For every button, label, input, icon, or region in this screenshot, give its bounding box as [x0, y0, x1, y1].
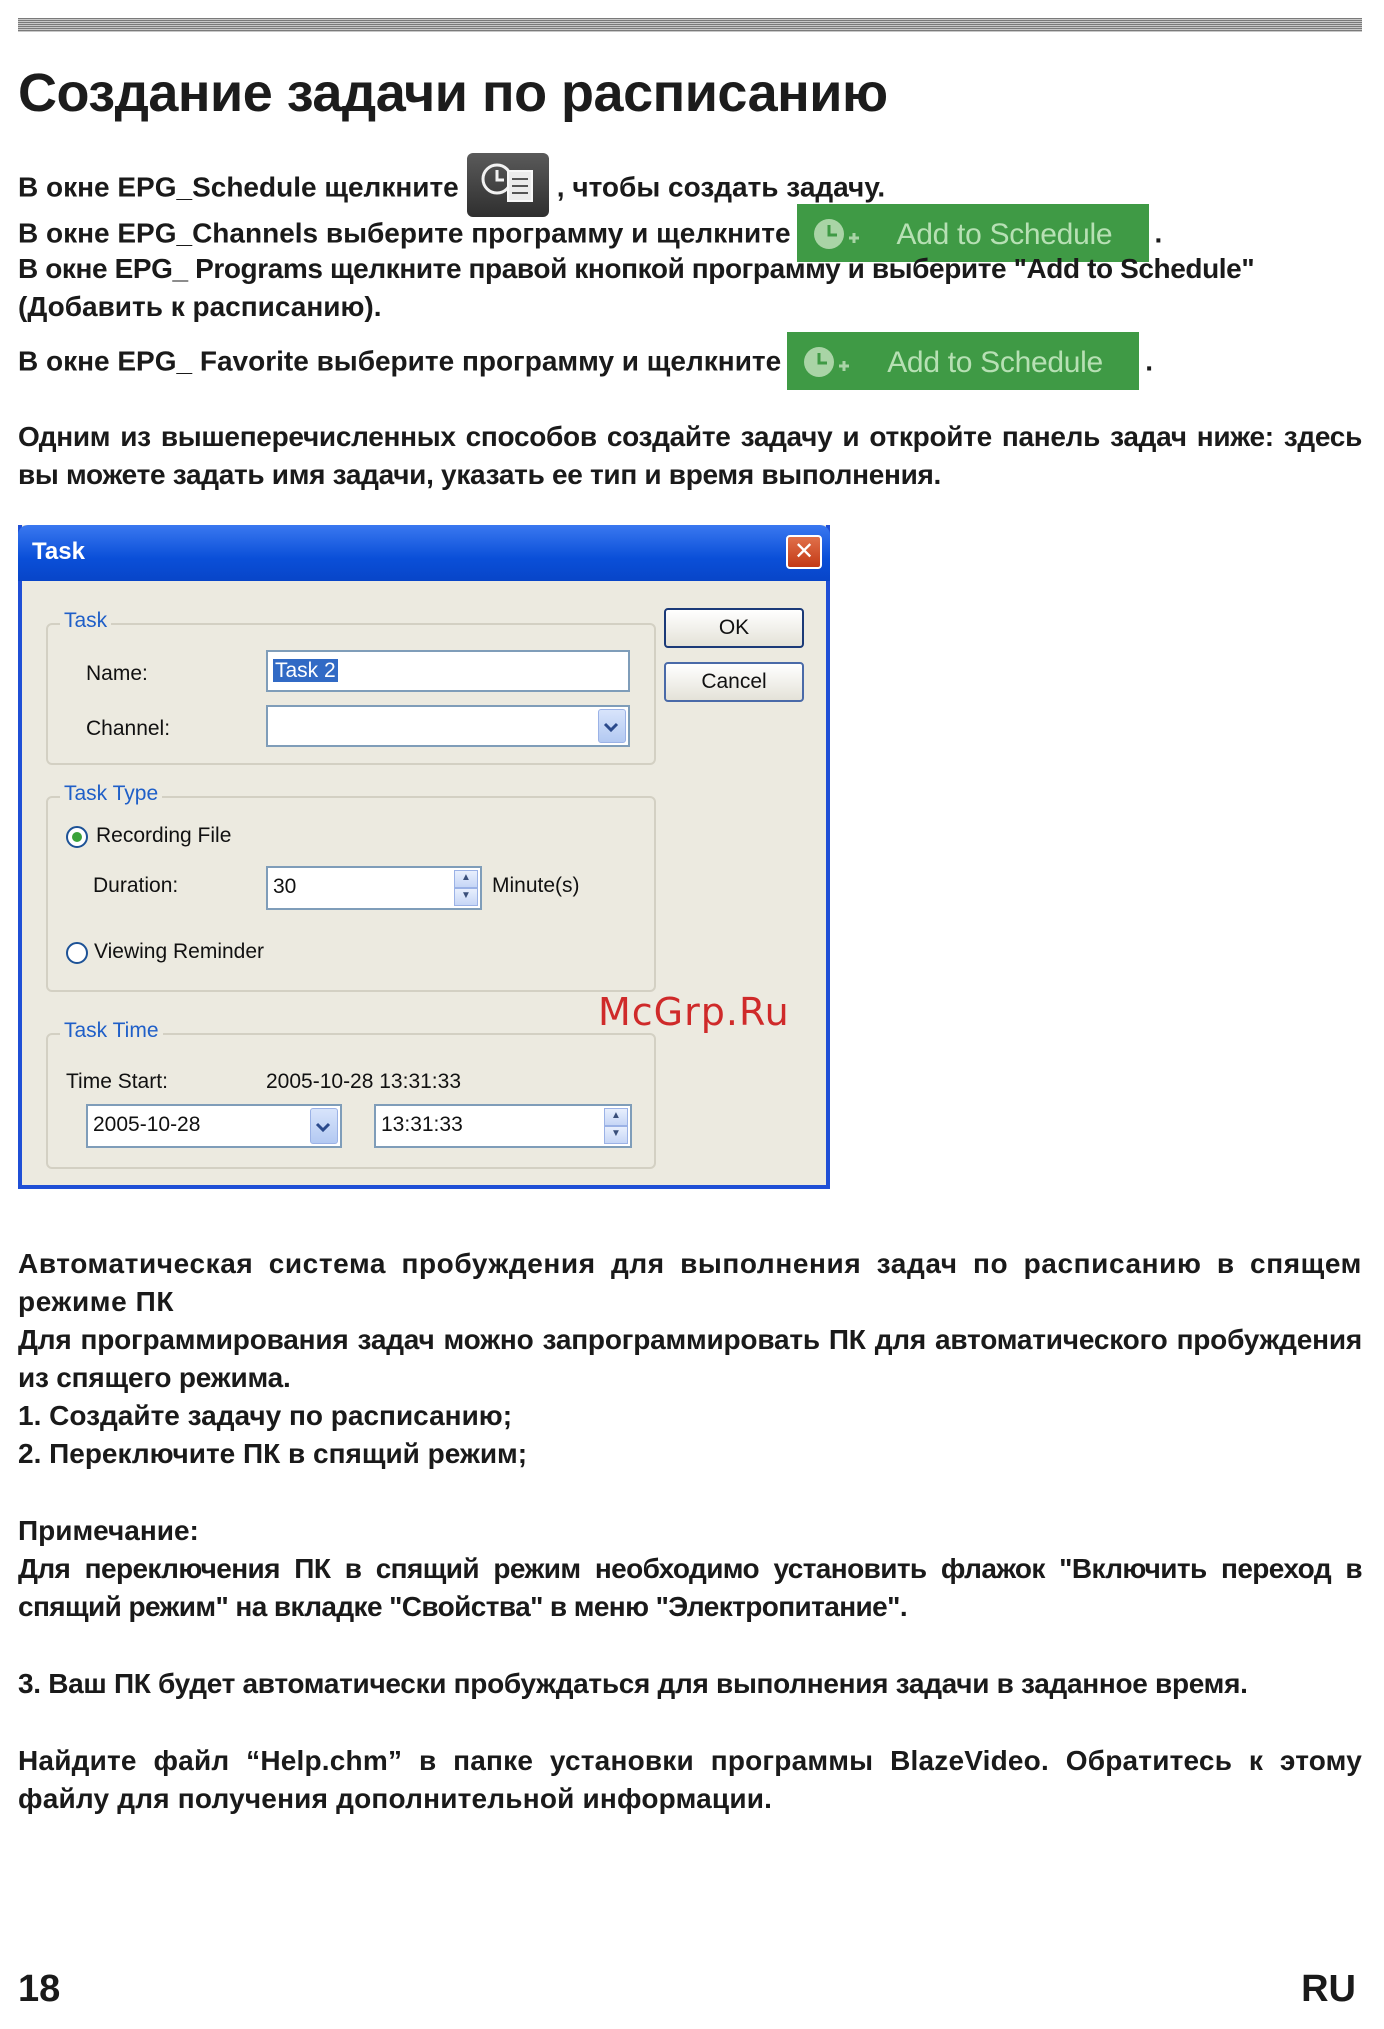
date-picker[interactable]: [86, 1104, 342, 1148]
time-start-value: 2005-10-28 13:31:33: [266, 1070, 461, 1093]
viewing-reminder-radio[interactable]: [66, 942, 88, 964]
section-heading: Автоматическая система пробуждения для выполнения задач по расписанию в спящем режиме ПК: [18, 1248, 1362, 1317]
step-1: 1. Создайте задачу по расписанию;: [18, 1400, 513, 1431]
final-paragraph: Найдите файл “Help.chm” в папке установки программы BlazeVideo. Обратитесь к этому файлу для получения дополнительной информации.: [18, 1745, 1362, 1814]
add-to-schedule-button-2[interactable]: [787, 332, 1139, 390]
close-button[interactable]: ✕: [786, 535, 822, 569]
group-task-time: [46, 1019, 656, 1169]
duration-spinner[interactable]: ▲ ▼: [454, 870, 478, 906]
note-heading: Примечание:: [18, 1515, 199, 1546]
recording-file-radio[interactable]: [66, 826, 88, 848]
time-value: 13:31:33: [381, 1113, 463, 1136]
note-text: Для переключения ПК в спящий режим необходимо установить флажок "Включить переход в спящий режим" на вкладке "Свойства" в меню "Электропитание".: [18, 1553, 1362, 1622]
page-number: 18: [18, 1968, 61, 2010]
minutes-label: Minute(s): [492, 874, 580, 897]
add-to-schedule-label-2: Add to Schedule: [887, 346, 1103, 379]
chevron-down-icon[interactable]: [310, 1108, 338, 1144]
task-dialog-titlebar: [18, 525, 830, 581]
intro-line-1-tail: , чтобы создать задачу.: [556, 171, 886, 203]
add-to-schedule-label: Add to Schedule: [896, 218, 1113, 251]
time-input[interactable]: [374, 1104, 632, 1148]
clock-plus-icon: [811, 216, 867, 252]
chevron-down-icon[interactable]: [598, 709, 626, 743]
time-start-label: Time Start:: [66, 1070, 168, 1093]
recording-file-label: Recording File: [96, 824, 232, 847]
intro-line-2-tail: .: [1154, 217, 1163, 249]
duration-input[interactable]: [266, 866, 482, 910]
intro-line-1-text: В окне EPG_Schedule щелкните: [18, 171, 459, 203]
dialog-title: Task: [32, 538, 85, 565]
channel-select[interactable]: [266, 705, 630, 747]
name-input[interactable]: [266, 650, 630, 692]
intro-line-5: [18, 334, 1362, 392]
page-title: Создание задачи по расписанию: [18, 63, 888, 123]
name-label: Name:: [86, 662, 148, 685]
clock-plus-icon: [801, 344, 857, 380]
name-input-value: Task 2: [275, 659, 336, 682]
intro-line-5-text: В окне EPG_ Favorite выберите программу и щелкните: [18, 345, 782, 377]
group-time-legend: Task Time: [60, 1019, 163, 1043]
step-2: 2. Переключите ПК в спящий режим;: [18, 1438, 528, 1469]
duration-value: 30: [273, 875, 297, 898]
viewing-reminder-label: Viewing Reminder: [94, 940, 265, 963]
intro-line-3: В окне EPG_ Programs щелкните правой кнопкой программу и выберите "Add to Schedule": [18, 253, 1255, 284]
date-value: 2005-10-28: [93, 1113, 201, 1136]
paragraph-intro: Одним из вышеперечисленных способов создайте задачу и откройте панель задач ниже: здесь вы можете задать имя задачи, указать ее тип и время выполнения.: [18, 421, 1362, 490]
group-task-legend: Task: [60, 609, 111, 633]
group-type-legend: Task Type: [60, 782, 162, 806]
intro-line-5-tail: .: [1145, 345, 1153, 377]
channel-label: Channel:: [86, 717, 171, 740]
intro-line-2-text: В окне EPG_Channels выберите программу и щелкните: [18, 217, 791, 249]
time-spinner[interactable]: ▲ ▼: [604, 1108, 628, 1144]
language-code: RU: [1301, 1968, 1356, 2010]
intro-line-4: (Добавить к расписанию).: [18, 291, 382, 322]
ok-button[interactable]: OK: [664, 608, 804, 648]
watermark: McGrp.Ru: [598, 990, 790, 1034]
duration-label: Duration:: [93, 874, 179, 897]
header-rule: [18, 18, 1362, 32]
section-text: Для программирования задач можно запрограммировать ПК для автоматического пробуждения из спящего режима.: [18, 1324, 1362, 1393]
step-3: 3. Ваш ПК будет автоматически пробуждаться для выполнения задачи в заданное время.: [18, 1668, 1248, 1699]
cancel-button[interactable]: Cancel: [664, 662, 804, 702]
